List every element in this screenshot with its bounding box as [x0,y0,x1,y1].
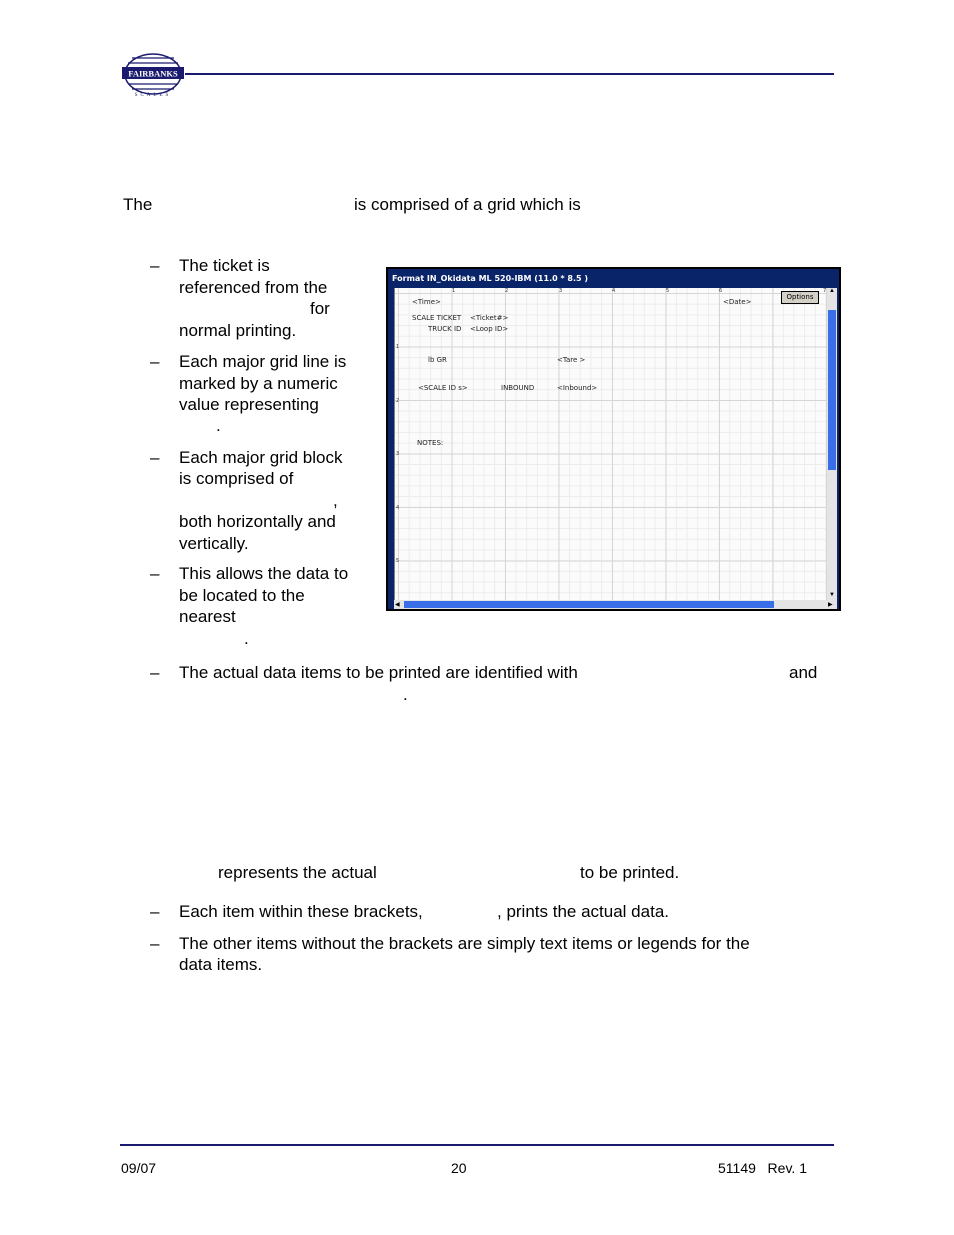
bullet-data-items: The actual data items to be printed are identified with [179,663,578,682]
label-truck-id[interactable]: TRUCK ID [428,325,462,333]
field-loop-id[interactable]: <Loop ID> [470,325,509,333]
footer-doc-number: 51149 Rev. 1 [718,1160,807,1176]
bullet-dash: – [150,902,160,921]
bullet-4-line-3: nearest [179,607,236,626]
bullet-dash: – [150,448,160,467]
ruler-x-tick: 2 [505,288,509,294]
bullet-2-line-2: marked by a numeric [179,374,338,393]
vertical-scroll-thumb[interactable] [828,310,836,470]
bullet-3-line-1: Each major grid block [179,448,343,467]
ruler-x-tick: 5 [666,288,670,294]
ruler-y-tick: 3 [396,451,400,457]
scroll-right-icon[interactable]: ▶ [828,602,833,608]
ruler-y-tick: 5 [396,558,400,564]
ruler-x-tick: 1 [452,288,456,294]
bullet-3-line-4: both horizontally and [179,512,336,531]
ruler-y-tick: 2 [396,398,400,404]
label-lb-gr[interactable]: lb GR [428,356,447,364]
horizontal-scroll-thumb[interactable] [404,601,774,608]
ticket-grid[interactable] [394,288,827,600]
bullet-1-line-1: The ticket is [179,256,270,275]
ruler-x-tick: 6 [719,288,723,294]
field-inbound[interactable]: <Inbound> [557,384,598,392]
bullet-1-line-2: referenced from the [179,278,328,297]
bullet-2-line-3: value representing [179,395,319,414]
footer-page-number: 20 [451,1160,467,1176]
bullet-data-items-and: and [789,663,818,682]
bullet-dash: – [150,352,160,371]
ruler-x-tick: 4 [612,288,616,294]
bullet-other-items-line-2: data items. [179,955,263,974]
bullet-dash: – [150,256,160,275]
bullet-brackets-a: Each item within these brackets, [179,902,423,921]
represents-text-a: represents the actual [218,863,377,882]
horizontal-scrollbar[interactable] [394,600,837,609]
scroll-up-icon[interactable]: ▲ [829,288,835,294]
bullet-4-line-2: be located to the [179,586,305,605]
bullet-dash: – [150,934,160,953]
scroll-down-icon[interactable]: ▼ [829,592,835,598]
footer-date: 09/07 [121,1160,157,1176]
field-date[interactable]: <Date> [723,298,752,306]
format-editor-window [386,267,841,611]
scroll-left-icon[interactable]: ◀ [395,602,400,608]
fairbanks-logo [120,52,186,98]
label-notes[interactable]: NOTES: [417,439,444,447]
bullet-1-line-3: for [310,299,330,318]
field-time[interactable]: <Time> [412,298,441,306]
header-rule [185,73,834,75]
bullet-1-line-4: normal printing. [179,321,297,340]
bullet-3-line-2: is comprised of [179,469,294,488]
bullet-4-line-4: . [244,629,249,648]
label-inbound[interactable]: INBOUND [501,384,535,392]
ruler-x-tick: 7 [823,288,827,294]
intro-the: The [123,195,153,214]
vertical-scrollbar[interactable] [827,288,837,600]
bullet-dash: – [150,564,160,583]
footer-rule [120,1144,834,1146]
logo-sub: SCALES [134,93,172,98]
ruler-y-tick: 1 [396,344,400,350]
bullet-2-line-1: Each major grid line is [179,352,347,371]
ruler-x-tick: 3 [559,288,563,294]
bullet-3-line-5: vertically. [179,534,249,553]
field-tare[interactable]: <Tare > [557,356,586,364]
bullet-2-line-4: . [216,416,221,435]
field-ticket-number[interactable]: <Ticket#> [470,314,509,322]
ruler-y-tick: 4 [396,505,400,511]
bullet-3-line-3: , [333,491,338,510]
label-scale-ticket[interactable]: SCALE TICKET [412,314,462,322]
window-title: Format IN_Okidata ML 520-IBM (11.0 * 8.5 ) [392,274,589,283]
field-scale-id[interactable]: <SCALE ID s> [418,384,468,392]
bullet-other-items-line-1: The other items without the brackets are simply text items or legends for the [179,934,750,953]
logo-brand: FAIRBANKS [128,68,178,79]
options-button[interactable]: Options [781,291,819,304]
bullet-data-items-end: . [403,685,408,704]
bullet-4-line-1: This allows the data to [179,564,349,583]
bullet-dash: – [150,663,160,682]
represents-text-b: to be printed. [580,863,680,882]
bullet-brackets-b: , prints the actual data. [497,902,669,921]
intro-rest: is comprised of a grid which is [354,195,581,214]
